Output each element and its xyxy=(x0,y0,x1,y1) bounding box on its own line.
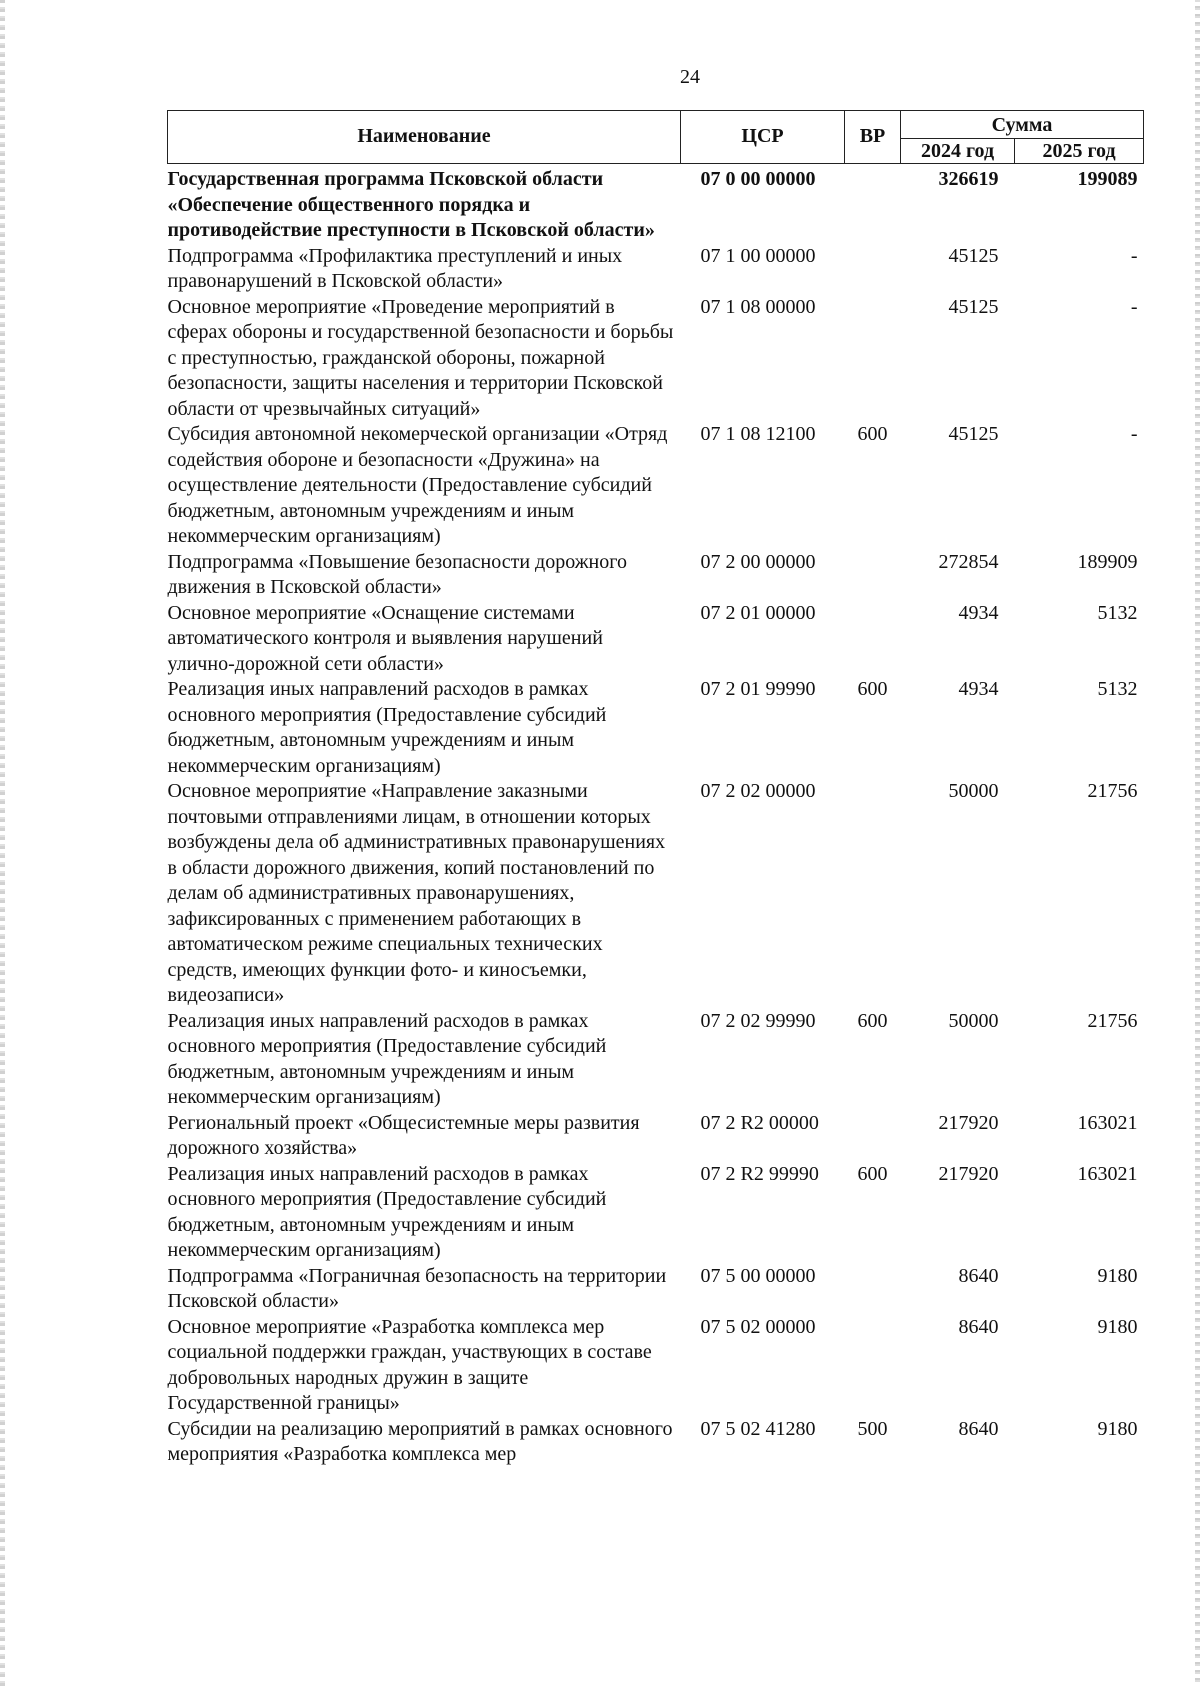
row-csr-cell: 07 5 02 41280 xyxy=(700,1417,816,1440)
row-vr-cell xyxy=(845,779,901,1009)
header-year-2025: 2025 год xyxy=(1015,139,1144,164)
row-csr-cell: 07 5 00 00000 xyxy=(700,1264,816,1287)
row-name-cell: Подпрограмма «Повышение безопасности дорожного движения в Псковской области» xyxy=(167,550,627,598)
budget-table-container xyxy=(167,110,1143,1468)
row-csr-cell: 07 2 01 99990 xyxy=(700,678,816,700)
header-year-2024: 2024 год xyxy=(901,139,1015,164)
budget-table xyxy=(167,110,1144,1468)
table-row xyxy=(168,1009,1144,1111)
row-sum-2024-cell: 217920 xyxy=(938,1162,999,1185)
table-row xyxy=(168,550,1144,601)
row-sum-2024-cell: 8640 xyxy=(958,1315,999,1338)
row-csr-cell: 07 0 00 00000 xyxy=(700,168,816,190)
row-sum-2024-cell: 272854 xyxy=(938,550,999,573)
row-sum-2024-cell: 4934 xyxy=(958,601,999,624)
row-sum-2024-cell: 8640 xyxy=(958,1417,999,1440)
row-csr-cell: 07 2 R2 00000 xyxy=(700,1111,819,1134)
row-sum-2024-cell: 217920 xyxy=(938,1111,999,1134)
row-sum-2024-cell: 45125 xyxy=(948,244,999,267)
row-name-cell: Реализация иных направлений расходов в рамках основного мероприятия (Предоставление субсидий бюджетным, автономным учреждениям и иным некоммерческим организациям) xyxy=(167,678,607,777)
header-name: Наименование xyxy=(168,111,681,164)
row-csr-cell: 07 1 08 00000 xyxy=(700,295,816,318)
row-csr-cell: 07 1 08 12100 xyxy=(700,423,816,445)
row-name-cell: Субсидии на реализацию мероприятий в рамках основного мероприятия «Разработка комплекса мер xyxy=(167,1417,673,1465)
row-csr-cell: 07 2 01 00000 xyxy=(700,601,816,624)
row-name-cell: Основное мероприятие «Направление заказными почтовыми отправлениями лицам, в отношении которых возбуждены дела об административных правонарушениях в области дорожного движения, копий постановлений по делам об административных правонарушениях, зафиксированных с применением работающих в автоматическом режиме специальных технических средств, имеющих функции фото- и киносъемки, видеозаписи» xyxy=(167,780,666,1006)
row-vr-cell: 500 xyxy=(857,1417,888,1440)
table-header xyxy=(168,111,1144,164)
row-sum-2024-cell: 45125 xyxy=(948,295,999,318)
table-row xyxy=(168,1264,1144,1315)
row-name-cell: Реализация иных направлений расходов в рамках основного мероприятия (Предоставление субсидий бюджетным, автономным учреждениям и иным некоммерческим организациям) xyxy=(167,1009,607,1108)
row-vr-cell xyxy=(845,1111,901,1162)
row-sum-2025-cell: - xyxy=(1130,423,1138,445)
row-vr-cell: 600 xyxy=(857,423,888,445)
row-vr-cell: 600 xyxy=(857,1162,888,1185)
row-vr-cell xyxy=(845,1315,901,1417)
row-sum-2024-cell: 326619 xyxy=(938,168,999,190)
row-sum-2024-cell: 50000 xyxy=(948,780,999,802)
row-csr-cell: 07 1 00 00000 xyxy=(700,244,816,267)
row-sum-2024-cell: 50000 xyxy=(948,1009,999,1032)
row-vr-cell xyxy=(845,601,901,678)
row-vr-cell: 600 xyxy=(857,678,888,700)
row-name-cell: Реализация иных направлений расходов в рамках основного мероприятия (Предоставление субсидий бюджетным, автономным учреждениям и иным некоммерческим организациям) xyxy=(167,1162,607,1261)
row-sum-2025-cell: 5132 xyxy=(1097,678,1138,700)
table-row xyxy=(168,677,1144,779)
table-row xyxy=(168,1162,1144,1264)
table-row xyxy=(168,1111,1144,1162)
row-vr-cell xyxy=(845,295,901,423)
header-vr: ВР xyxy=(845,111,901,164)
row-sum-2025-cell: 21756 xyxy=(1087,1009,1138,1032)
row-name-cell: Подпрограмма «Пограничная безопасность на территории Псковской области» xyxy=(167,1264,667,1312)
row-csr-cell: 07 5 02 00000 xyxy=(700,1315,816,1338)
row-vr-cell: 600 xyxy=(857,1009,888,1032)
row-name-cell: Подпрограмма «Профилактика преступлений и иных правонарушений в Псковской области» xyxy=(167,244,623,292)
row-sum-2025-cell: 163021 xyxy=(1077,1111,1138,1134)
table-row xyxy=(168,422,1144,550)
row-vr-cell xyxy=(845,1264,901,1315)
row-name-cell: Региональный проект «Общесистемные меры развития дорожного хозяйства» xyxy=(167,1111,640,1159)
table-row xyxy=(168,1417,1144,1468)
table-body xyxy=(168,164,1144,1468)
row-sum-2024-cell: 45125 xyxy=(948,423,999,445)
scan-edge-left xyxy=(0,0,5,1686)
row-sum-2025-cell: 9180 xyxy=(1097,1315,1138,1338)
table-row xyxy=(168,244,1144,295)
row-csr-cell: 07 2 R2 99990 xyxy=(700,1162,819,1185)
row-csr-cell: 07 2 00 00000 xyxy=(700,550,816,573)
row-sum-2024-cell: 8640 xyxy=(958,1264,999,1287)
row-sum-2025-cell: 5132 xyxy=(1097,601,1138,624)
header-csr: ЦСР xyxy=(681,111,845,164)
table-row xyxy=(168,295,1144,423)
row-sum-2025-cell: 9180 xyxy=(1097,1264,1138,1287)
row-vr-cell xyxy=(845,244,901,295)
row-csr-cell: 07 2 02 00000 xyxy=(700,780,816,802)
row-name-cell: Субсидия автономной некомерческой организации «Отряд содействия обороне и безопасности «Дружина» на осуществление деятельности (Предоставление субсидий бюджетным, автономным учреждениям и иным некоммерческим организациям) xyxy=(167,423,668,547)
row-vr-cell xyxy=(845,164,901,244)
table-row xyxy=(168,1315,1144,1417)
row-sum-2025-cell: 163021 xyxy=(1077,1162,1138,1185)
row-sum-2025-cell: 21756 xyxy=(1087,780,1138,802)
row-sum-2025-cell: 9180 xyxy=(1097,1417,1138,1440)
row-sum-2025-cell: 199089 xyxy=(1077,168,1138,190)
row-vr-cell xyxy=(845,550,901,601)
header-sum: Сумма xyxy=(901,111,1144,139)
table-row xyxy=(168,164,1144,244)
row-name-cell: Основное мероприятие «Оснащение системами автоматического контроля и выявления нарушений улично-дорожной сети области» xyxy=(167,601,603,675)
row-sum-2025-cell: - xyxy=(1130,244,1138,267)
row-name-cell: Основное мероприятие «Разработка комплекса мер социальной поддержки граждан, участвующих в составе добровольных народных дружин в защите Государственной границы» xyxy=(167,1315,652,1414)
row-sum-2025-cell: 189909 xyxy=(1077,550,1138,573)
row-sum-2025-cell: - xyxy=(1130,295,1138,318)
row-sum-2024-cell: 4934 xyxy=(958,678,999,700)
table-row xyxy=(168,601,1144,678)
row-name-cell: Основное мероприятие «Проведение мероприятий в сферах обороны и государственной безопасности и борьбы с преступностью, гражданской обороны, пожарной безопасности, защиты населения и территории Псковской области от чрезвычайных ситуаций» xyxy=(167,295,674,420)
scan-edge-right xyxy=(1195,0,1200,1686)
page-number: 24 xyxy=(680,66,700,88)
row-csr-cell: 07 2 02 99990 xyxy=(700,1009,816,1032)
row-name-cell: Государственная программа Псковской области «Обеспечение общественного порядка и противодействие преступности в Псковской области» xyxy=(167,168,655,241)
table-row xyxy=(168,779,1144,1009)
